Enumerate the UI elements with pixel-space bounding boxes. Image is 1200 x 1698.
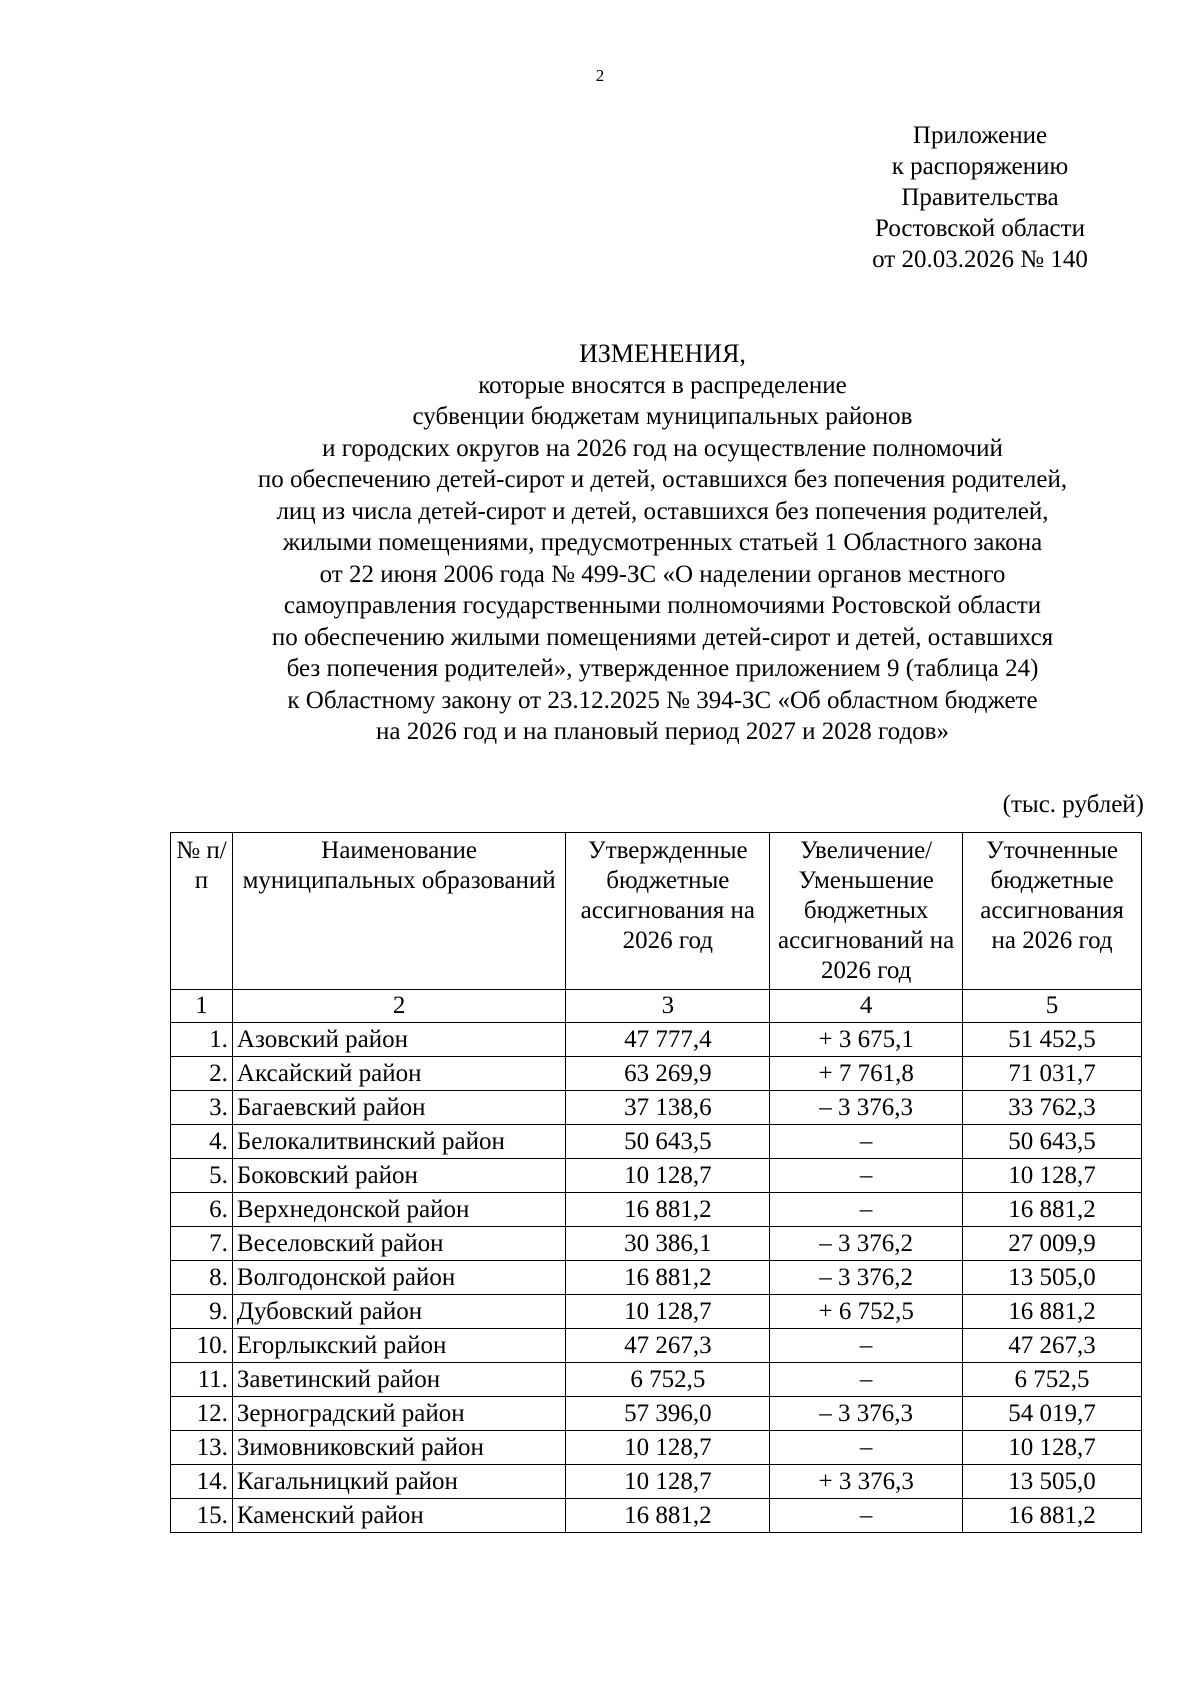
cell-updated-amount: 47 267,3 bbox=[963, 1329, 1142, 1363]
header-approved-allocations: Утвержденные бюджетные ассигнования на 2026 год bbox=[566, 833, 770, 990]
cell-change-amount: – 3 376,2 bbox=[770, 1261, 963, 1295]
cell-row-number: 11. bbox=[171, 1363, 233, 1397]
cell-municipality-name: Багаевский район bbox=[232, 1091, 565, 1125]
column-number: 1 bbox=[171, 990, 233, 1023]
column-number: 3 bbox=[566, 990, 770, 1023]
appendix-date-line: от 20.03.2026 № 140 bbox=[872, 246, 1088, 273]
title-line: на 2026 год и на плановый период 2027 и 2028 годов» bbox=[376, 718, 949, 745]
cell-row-number: 6. bbox=[171, 1193, 233, 1227]
cell-change-amount: – 3 376,3 bbox=[770, 1397, 963, 1431]
cell-approved-amount: 16 881,2 bbox=[566, 1261, 770, 1295]
title-line: и городских округов на 2026 год на осуществление полномочий bbox=[322, 434, 1003, 462]
table-column-numbers-row bbox=[171, 990, 1142, 1023]
appendix-line: Ростовской области bbox=[875, 215, 1085, 242]
cell-approved-amount: 63 269,9 bbox=[566, 1057, 770, 1091]
cell-row-number: 2. bbox=[171, 1057, 233, 1091]
table-row bbox=[171, 1499, 1142, 1533]
cell-row-number: 15. bbox=[171, 1499, 233, 1533]
cell-updated-amount: 16 881,2 bbox=[963, 1295, 1142, 1329]
cell-row-number: 12. bbox=[171, 1397, 233, 1431]
cell-row-number: 4. bbox=[171, 1125, 233, 1159]
table-row bbox=[171, 1431, 1142, 1465]
cell-approved-amount: 16 881,2 bbox=[566, 1499, 770, 1533]
cell-updated-amount: 54 019,7 bbox=[963, 1397, 1142, 1431]
table-row bbox=[171, 1363, 1142, 1397]
column-number: 2 bbox=[232, 990, 565, 1023]
cell-updated-amount: 13 505,0 bbox=[963, 1261, 1142, 1295]
cell-updated-amount: 6 752,5 bbox=[963, 1363, 1142, 1397]
cell-row-number: 14. bbox=[171, 1465, 233, 1499]
column-number: 4 bbox=[770, 990, 963, 1023]
title-line: лиц из числа детей-сирот и детей, оставшихся без попечения родителей, bbox=[276, 497, 1049, 525]
title-line: к Областному закону от 23.12.2025 № 394-ЗС «Об областном бюджете bbox=[287, 686, 1038, 714]
cell-updated-amount: 10 128,7 bbox=[963, 1431, 1142, 1465]
cell-updated-amount: 71 031,7 bbox=[963, 1057, 1142, 1091]
table-row bbox=[171, 1227, 1142, 1261]
cell-updated-amount: 16 881,2 bbox=[963, 1193, 1142, 1227]
table-body bbox=[171, 1023, 1142, 1533]
table-row bbox=[171, 1193, 1142, 1227]
cell-row-number: 9. bbox=[171, 1295, 233, 1329]
cell-updated-amount: 13 505,0 bbox=[963, 1465, 1142, 1499]
title-line: по обеспечению жилыми помещениями детей-сирот и детей, оставшихся bbox=[271, 623, 1054, 651]
title-line: самоуправления государственными полномочиями Ростовской области bbox=[283, 592, 1042, 619]
table-row bbox=[171, 1057, 1142, 1091]
cell-municipality-name: Кагальницкий район bbox=[232, 1465, 565, 1499]
table-row bbox=[171, 1159, 1142, 1193]
title-line: от 22 июня 2006 года № 499-ЗС «О наделении органов местного bbox=[319, 560, 1006, 588]
table-row bbox=[171, 1465, 1142, 1499]
cell-municipality-name: Заветинский район bbox=[232, 1363, 565, 1397]
cell-change-amount: – bbox=[770, 1499, 963, 1533]
cell-row-number: 3. bbox=[171, 1091, 233, 1125]
cell-row-number: 10. bbox=[171, 1329, 233, 1363]
cell-updated-amount: 16 881,2 bbox=[963, 1499, 1142, 1533]
cell-approved-amount: 10 128,7 bbox=[566, 1159, 770, 1193]
cell-updated-amount: 10 128,7 bbox=[963, 1159, 1142, 1193]
cell-change-amount: – 3 376,2 bbox=[770, 1227, 963, 1261]
document-title-block bbox=[120, 338, 1200, 748]
cell-municipality-name: Егорлыкский район bbox=[232, 1329, 565, 1363]
cell-approved-amount: 47 777,4 bbox=[566, 1023, 770, 1057]
cell-change-amount: + 7 761,8 bbox=[770, 1057, 963, 1091]
cell-municipality-name: Аксайский район bbox=[232, 1057, 565, 1091]
cell-change-amount: – bbox=[770, 1193, 963, 1227]
cell-municipality-name: Дубовский район bbox=[232, 1295, 565, 1329]
cell-approved-amount: 10 128,7 bbox=[566, 1295, 770, 1329]
table-row bbox=[171, 1295, 1142, 1329]
cell-municipality-name: Веселовский район bbox=[232, 1227, 565, 1261]
document-title: ИЗМЕНЕНИЯ, bbox=[579, 339, 746, 368]
cell-change-amount: – bbox=[770, 1431, 963, 1465]
table-row bbox=[171, 1023, 1142, 1057]
cell-approved-amount: 6 752,5 bbox=[566, 1363, 770, 1397]
cell-approved-amount: 47 267,3 bbox=[566, 1329, 770, 1363]
cell-municipality-name: Верхнедонской район bbox=[232, 1193, 565, 1227]
cell-municipality-name: Зерноградский район bbox=[232, 1397, 565, 1431]
header-row-number: № п/п bbox=[171, 833, 233, 990]
cell-row-number: 1. bbox=[171, 1023, 233, 1057]
cell-updated-amount: 33 762,3 bbox=[963, 1091, 1142, 1125]
cell-approved-amount: 50 643,5 bbox=[566, 1125, 770, 1159]
cell-change-amount: – bbox=[770, 1159, 963, 1193]
cell-change-amount: + 3 376,3 bbox=[770, 1465, 963, 1499]
cell-municipality-name: Азовский район bbox=[232, 1023, 565, 1057]
cell-updated-amount: 51 452,5 bbox=[963, 1023, 1142, 1057]
cell-change-amount: + 3 675,1 bbox=[770, 1023, 963, 1057]
cell-municipality-name: Каменский район bbox=[232, 1499, 565, 1533]
cell-row-number: 8. bbox=[171, 1261, 233, 1295]
cell-change-amount: – 3 376,3 bbox=[770, 1091, 963, 1125]
budget-table bbox=[170, 832, 1142, 1533]
table-row bbox=[171, 1125, 1142, 1159]
page-number: 2 bbox=[595, 66, 605, 85]
cell-row-number: 13. bbox=[171, 1431, 233, 1465]
header-updated-allocations: Уточненные бюджетные ассигнования на 2026 год bbox=[963, 833, 1142, 990]
header-change-allocations: Увеличение/ Уменьшение бюджетных ассигнований на 2026 год bbox=[770, 833, 963, 990]
cell-change-amount: – bbox=[770, 1125, 963, 1159]
title-line: по обеспечению детей-сирот и детей, оставшихся без попечения родителей, bbox=[257, 466, 1068, 493]
appendix-line: к распоряжению bbox=[891, 153, 1069, 180]
cell-municipality-name: Волгодонской район bbox=[232, 1261, 565, 1295]
appendix-block bbox=[830, 120, 1130, 275]
cell-change-amount: + 6 752,5 bbox=[770, 1295, 963, 1329]
cell-approved-amount: 16 881,2 bbox=[566, 1193, 770, 1227]
table-row bbox=[171, 1091, 1142, 1125]
table-row bbox=[171, 1261, 1142, 1295]
cell-municipality-name: Зимовниковский район bbox=[232, 1431, 565, 1465]
units-label: (тыс. рублей) bbox=[1002, 791, 1144, 818]
cell-approved-amount: 37 138,6 bbox=[566, 1091, 770, 1125]
cell-approved-amount: 10 128,7 bbox=[566, 1465, 770, 1499]
cell-approved-amount: 30 386,1 bbox=[566, 1227, 770, 1261]
cell-municipality-name: Белокалитвинский район bbox=[232, 1125, 565, 1159]
cell-row-number: 5. bbox=[171, 1159, 233, 1193]
appendix-line: Правительства bbox=[901, 184, 1059, 211]
cell-row-number: 7. bbox=[171, 1227, 233, 1261]
cell-change-amount: – bbox=[770, 1329, 963, 1363]
table-row bbox=[171, 1397, 1142, 1431]
cell-change-amount: – bbox=[770, 1363, 963, 1397]
title-line: которые вносятся в распределение bbox=[478, 371, 847, 399]
table-header-row bbox=[171, 833, 1142, 990]
column-number: 5 bbox=[963, 990, 1142, 1023]
cell-approved-amount: 57 396,0 bbox=[566, 1397, 770, 1431]
cell-approved-amount: 10 128,7 bbox=[566, 1431, 770, 1465]
title-line: без попечения родителей», утвержденное приложением 9 (таблица 24) bbox=[286, 655, 1039, 682]
cell-updated-amount: 27 009,9 bbox=[963, 1227, 1142, 1261]
cell-municipality-name: Боковский район bbox=[232, 1159, 565, 1193]
header-municipality-name: Наименование муниципальных образований bbox=[232, 833, 565, 990]
appendix-line: Приложение bbox=[912, 122, 1048, 149]
title-line: субвенции бюджетам муниципальных районов bbox=[412, 403, 913, 430]
cell-updated-amount: 50 643,5 bbox=[963, 1125, 1142, 1159]
title-line: жилыми помещениями, предусмотренных статьей 1 Областного закона bbox=[282, 529, 1043, 556]
table-row bbox=[171, 1329, 1142, 1363]
